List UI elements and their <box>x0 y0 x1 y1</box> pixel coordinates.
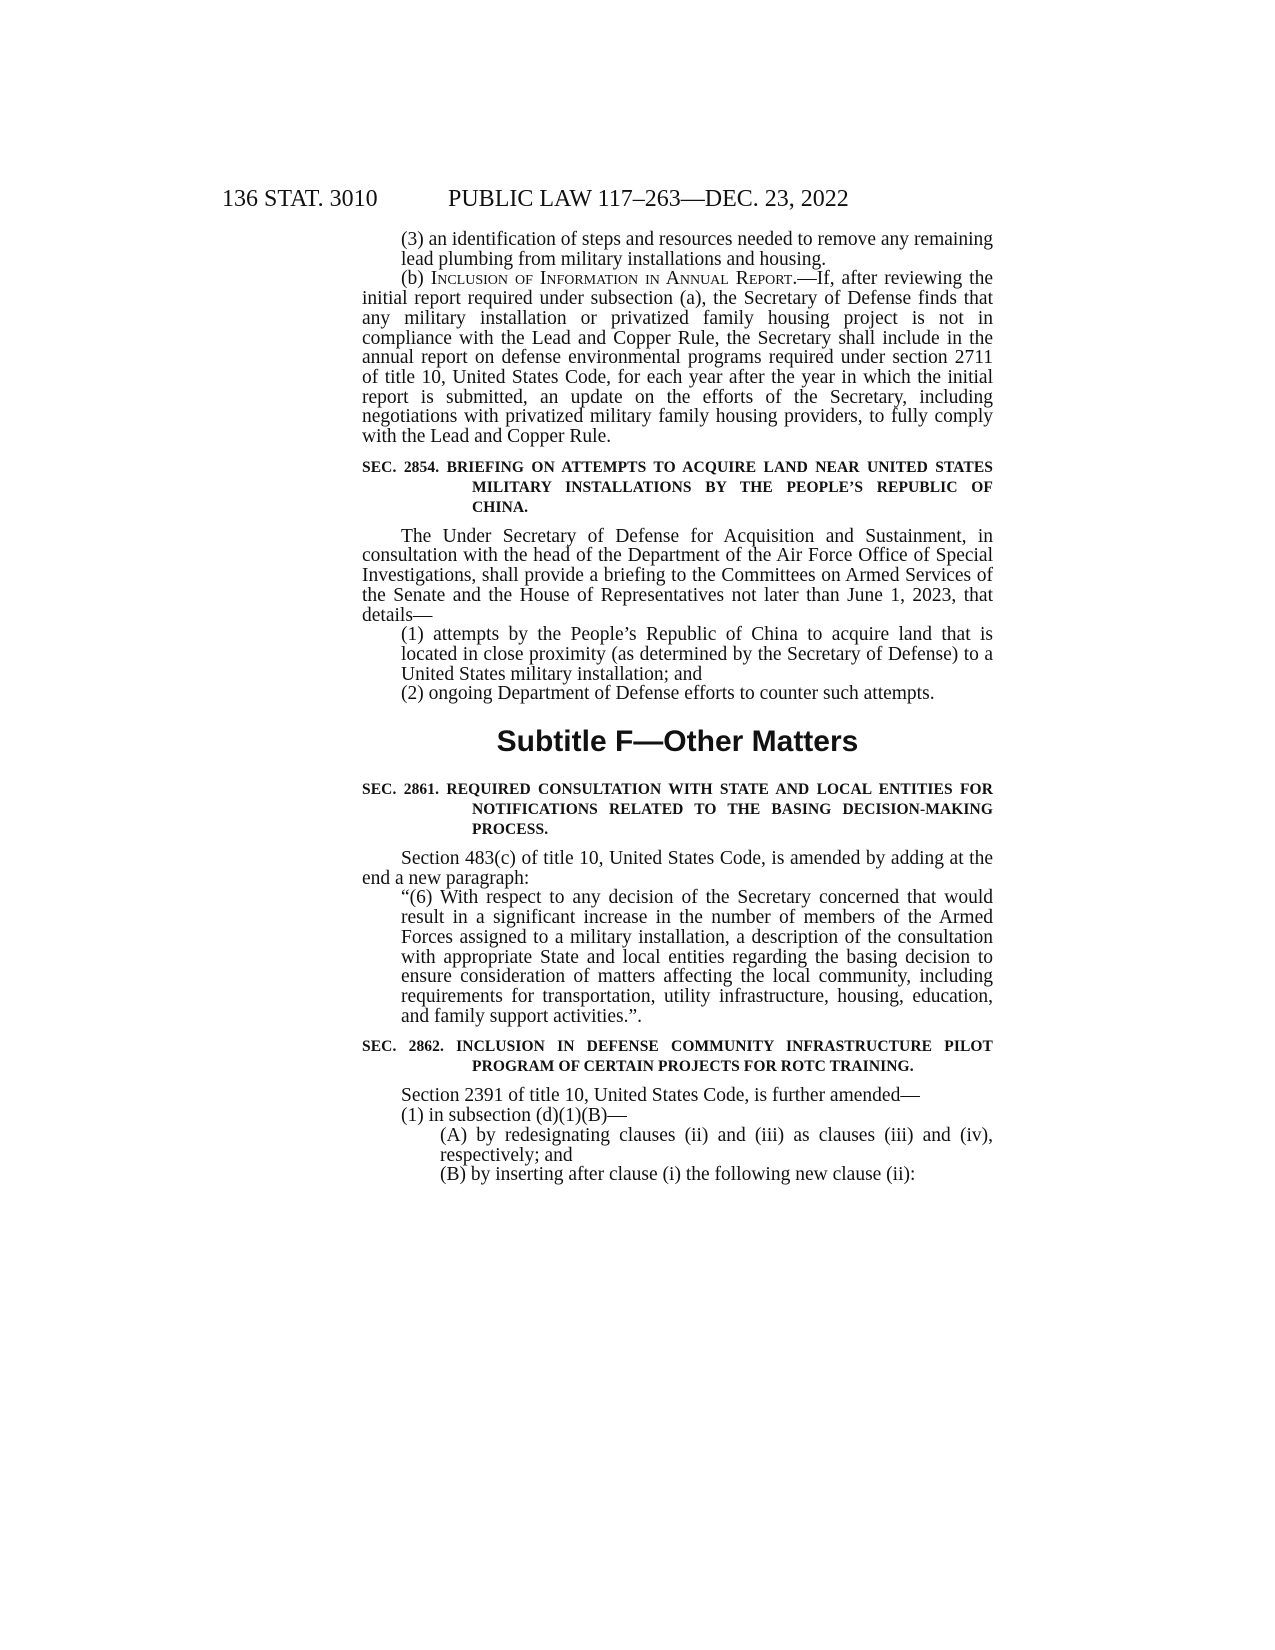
sec-2854-item-1: (1) attempts by the People’s Republic of China to acquire land that is located in close proximity (as determined by the Secretary of Defense) to a United States military installation; and <box>401 624 993 685</box>
subsection-b-text: .—If, after reviewing the initial report required under subsection (a), the Secretary of Defense finds that any military installation or privatized family housing project is not in compliance with the Lead and Copper Rule, the Secretary shall include in the annual report on defense environmental programs required under section 2711 of title 10, United States Code, for each year after the year in which the initial report is submitted, an update on the efforts of the Secretary, including negotiations with privatized military family housing providers, to fully comply with the Lead and Copper Rule. <box>362 268 993 448</box>
sec-2861-intro: Section 483(c) of title 10, United States Code, is amended by adding at the end a new paragraph: <box>362 848 993 889</box>
sec-2854-intro: The Under Secretary of Defense for Acquisition and Sustainment, in consultation with the head of the Department of the Air Force Office of Special Investigations, shall provide a briefing to the Committees on Armed Services of the Senate and the House of Representatives not later than June 1, 2023, that details— <box>362 525 993 626</box>
sec-2862-heading: SEC. 2862. INCLUSION IN DEFENSE COMMUNITY INFRASTRUCTURE PILOT PROGRAM OF CERTAIN PROJECTS FOR ROTC TRAINING. <box>362 1038 993 1076</box>
subsection-b-heading: Inclusion of Information in Annual Report <box>430 268 793 290</box>
sec-2853-subsection-b <box>362 269 993 446</box>
sec-2862-item-1-b: (B) by inserting after clause (i) the following new clause (ii): <box>440 1164 916 1186</box>
sec-2862-intro: Section 2391 of title 10, United States Code, is further amended— <box>401 1085 920 1107</box>
sec-2854-heading: SEC. 2854. BRIEFING ON ATTEMPTS TO ACQUIRE LAND NEAR UNITED STATES MILITARY INSTALLATIONS BY THE PEOPLE’S REPUBLIC OF CHINA. <box>362 458 993 516</box>
subtitle-heading: Subtitle F—Other Matters <box>496 725 859 759</box>
page-header <box>222 184 992 214</box>
public-law-title: PUBLIC LAW 117–263—DEC. 23, 2022 <box>448 186 849 212</box>
sec-2862-item-1-a: (A) by redesignating clauses (ii) and (iii) as clauses (iii) and (iv), respectively; and <box>440 1124 993 1166</box>
sec-2861-quoted-paragraph: “(6) With respect to any decision of the Secretary concerned that would result in a significant increase in the number of members of the Armed Forces assigned to a military installation, a description of the consultation with appropriate State and local entities regarding the basing decision to ensure consideration of matters affecting the local community, including requirements for transportation, utility infrastructure, housing, education, and family support activities.”. <box>401 887 993 1027</box>
document-body <box>362 230 993 1185</box>
sec-2853-paragraph-3: (3) an identification of steps and resources needed to remove any remaining lead plumbing from military installations and housing. <box>401 229 993 270</box>
sec-2862-item-1: (1) in subsection (d)(1)(B)— <box>401 1105 627 1127</box>
subsection-b-label: (b) <box>401 268 431 290</box>
sec-2854-item-2: (2) ongoing Department of Defense efforts to counter such attempts. <box>401 683 935 705</box>
stat-page-reference: 136 STAT. 3010 <box>222 186 378 212</box>
sec-2861-heading: SEC. 2861. REQUIRED CONSULTATION WITH STATE AND LOCAL ENTITIES FOR NOTIFICATIONS RELATED TO THE BASING DECISION-MAKING PROCESS. <box>362 781 993 839</box>
